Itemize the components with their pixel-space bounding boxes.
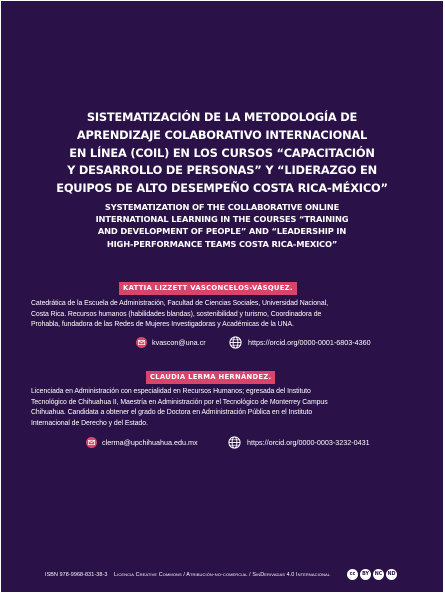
by-mark: BY <box>360 569 371 580</box>
bio-line: Licenciada en Administración con especialidad en Recursos Humanos; egresada del Instituto <box>31 388 311 395</box>
book-page <box>1 1 443 592</box>
title-english-line: INTERNATIONAL LEARNING IN THE COURSES “TRAINING <box>95 214 349 225</box>
isbn-text: ISBN 978-9968-831-38-3 <box>45 572 108 578</box>
bio-line: Prohabla, fundadora de las Redes de Mujeres Investigadoras y Académicas de la UNA. <box>31 321 294 329</box>
bio-line: Costa Rica. Recursos humanos (habilidades blandas), sostenibilidad y turismo, Coordinadora de <box>31 310 322 318</box>
orcid-link[interactable]: https://orcid.org/0000-0003-3232-0431 <box>247 438 370 447</box>
license-text: Licencia Creative Commons / Atribución-no-comercial / SinDerivadas 4.0 Internacional <box>114 572 331 578</box>
bio-line: Tecnológico de Chihuahua II, Maestría en Administración por el Tecnológico de Monterrey Campus <box>31 398 328 406</box>
title-english-line: SYSTEMATIZATION OF THE COLLABORATIVE ONLINE <box>104 202 340 212</box>
title-spanish-line: SISTEMATIZACIÓN DE LA METODOLOGÍA DE <box>86 110 358 124</box>
title-spanish-line: APRENDIZAJE COLABORATIVO INTERNACIONAL <box>76 127 368 142</box>
author-1-orcid[interactable] <box>229 336 371 349</box>
author-1-bio <box>31 299 411 331</box>
globe-icon <box>229 336 242 349</box>
author-1-email[interactable] <box>136 337 206 348</box>
title-spanish-line: Y DESARROLLO DE PERSONAS” Y “LIDERAZGO EN <box>67 163 377 178</box>
footer <box>45 572 330 578</box>
bio-line: Internacional de Derecho y del Estado. <box>31 419 148 427</box>
author-2-orcid[interactable] <box>228 436 370 449</box>
title-spanish-line: EQUIPOS DE ALTO DESEMPEÑO COSTA RICA-MÉXICO” <box>56 181 388 196</box>
nc-mark: NC <box>373 569 384 580</box>
author-2-email[interactable] <box>86 437 198 448</box>
mail-icon <box>136 337 147 348</box>
email-link[interactable]: clerma@upchihuahua.edu.mx <box>102 438 198 447</box>
globe-icon <box>228 436 241 449</box>
author-2-bio <box>31 387 411 429</box>
mail-icon <box>86 437 97 448</box>
title-english-line: HIGH-PERFORMANCE TEAMS COSTA RICA-MEXICO” <box>106 238 338 249</box>
author-1-name-badge: KATTIA LIZZETT VASCONCELOS-VÁSQUEZ. <box>119 282 297 295</box>
bio-line: Chihuahua. Candidata a obtener el grado de Doctora en Administración Pública en el Instituto <box>31 409 313 417</box>
title-spanish <box>41 109 403 198</box>
title-english <box>41 201 403 250</box>
author-2-name-badge: CLAUDIA LERMA HERNÁNDEZ. <box>146 371 275 384</box>
cc-mark: cc <box>347 569 358 580</box>
email-link[interactable]: kvascon@una.cr <box>152 338 206 347</box>
title-english-line: AND DEVELOPMENT OF PEOPLE” AND “LEADERSHIP IN <box>97 226 347 237</box>
orcid-link[interactable]: https://orcid.org/0000-0001-6803-4360 <box>248 338 371 347</box>
bio-line: Catedrática de la Escuela de Administración, Facultad de Ciencias Sociales, Universidad Nacional, <box>31 300 328 307</box>
title-spanish-line: EN LÍNEA (COIL) EN LOS CURSOS “CAPACITACIÓN <box>69 145 375 160</box>
creative-commons-icon[interactable] <box>347 567 403 582</box>
nd-mark: ND <box>386 569 397 580</box>
